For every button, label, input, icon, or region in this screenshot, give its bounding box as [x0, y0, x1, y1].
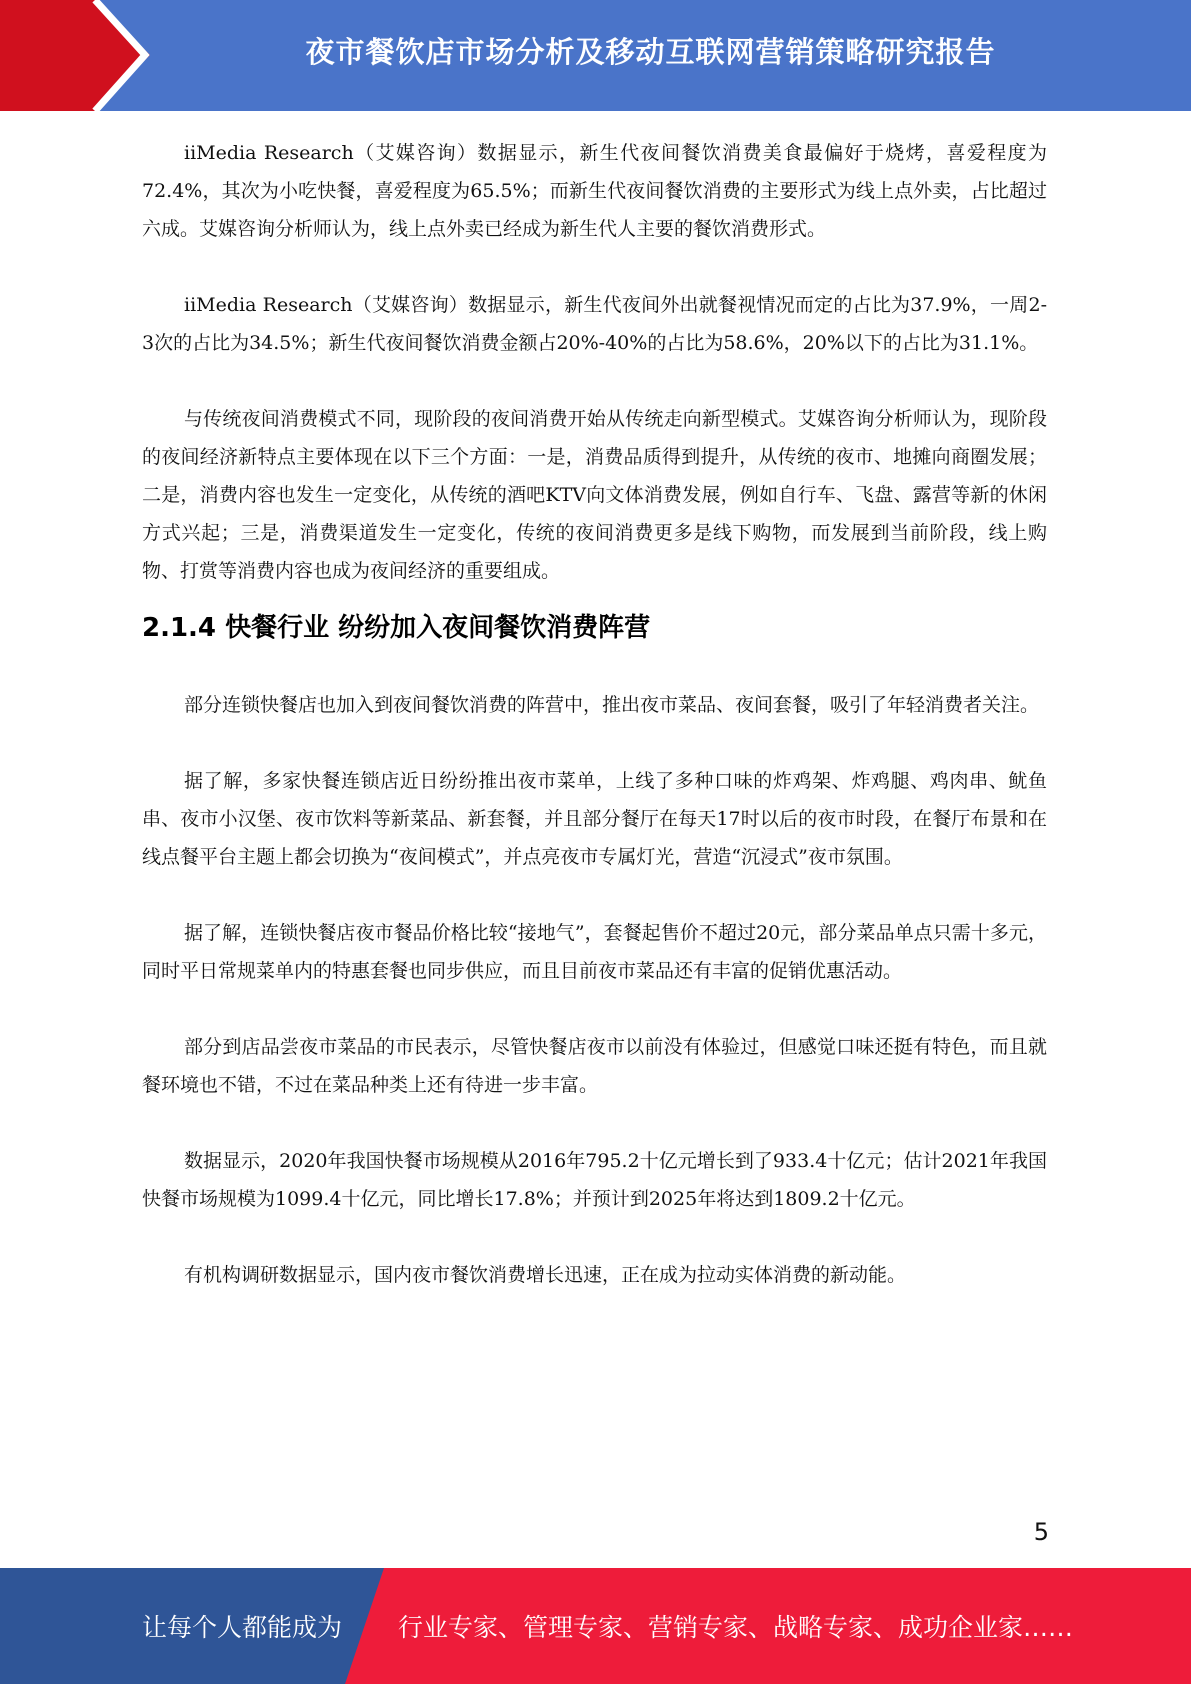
report-title: 夜市餐饮店市场分析及移动互联网营销策略研究报告: [305, 34, 996, 69]
section-heading: 2.1.4 快餐行业 纷纷加入夜间餐饮消费阵营: [142, 613, 651, 643]
page-header: [0, 0, 1191, 111]
paragraph: 据了解，连锁快餐店夜市餐品价格比较“接地气”，套餐起售价不超过20元，部分菜品单点只需十多元，同时平日常规菜单内的特惠套餐也同步供应，而且目前夜市菜品还有丰富的促销优惠活动。: [142, 922, 1047, 982]
paragraph: 有机构调研数据显示，国内夜市餐饮消费增长迅速，正在成为拉动实体消费的新动能。: [184, 1264, 907, 1286]
paragraph: 部分到店品尝夜市菜品的市民表示，尽管快餐店夜市以前没有体验过，但感觉口味还挺有特色，而且就餐环境也不错，不过在菜品种类上还有待进一步丰富。: [142, 1036, 1047, 1096]
paragraph: 数据显示，2020年我国快餐市场规模从2016年795.2十亿元增长到了933.4十亿元；估计2021年我国快餐市场规模为1099.4十亿元，同比增长17.8%；并预计到2025年将达到1809.2十亿元。: [142, 1150, 1047, 1210]
page-content: [142, 134, 1047, 1294]
paragraph: iiMedia Research（艾媒咨询）数据显示，新生代夜间外出就餐视情况而定的占比为37.9%，一周2-3次的占比为34.5%；新生代夜间餐饮消费金额占20%-40%的占比为58.6%，20%以下的占比为31.1%。: [142, 294, 1047, 354]
page-footer: [0, 1568, 1191, 1684]
header-arrow-decoration: [0, 0, 150, 111]
page-number: 5: [1033, 1518, 1049, 1546]
paragraph: 据了解，多家快餐连锁店近日纷纷推出夜市菜单，上线了多种口味的炸鸡架、炸鸡腿、鸡肉串、鱿鱼串、夜市小汉堡、夜市饮料等新菜品、新套餐，并且部分餐厅在每天17时以后的夜市时段，在餐厅布景和在线点餐平台主题上都会切换为“夜间模式”，并点亮夜市专属灯光，营造“沉浸式”夜市氛围。: [142, 770, 1047, 868]
footer-slogan-right: 行业专家、管理专家、营销专家、战略专家、成功企业家……: [398, 1613, 1074, 1642]
paragraph: 部分连锁快餐店也加入到夜间餐饮消费的阵营中，推出夜市菜品、夜间套餐，吸引了年轻消费者关注。: [184, 694, 1040, 716]
footer-slogan-left: 让每个人都能成为: [142, 1613, 343, 1642]
paragraph: iiMedia Research（艾媒咨询）数据显示，新生代夜间餐饮消费美食最偏好于烧烤，喜爱程度为72.4%，其次为小吃快餐，喜爱程度为65.5%；而新生代夜间餐饮消费的主要形式为线上点外卖，占比超过六成。艾媒咨询分析师认为，线上点外卖已经成为新生代人主要的餐饮消费形式。: [142, 142, 1047, 240]
paragraph: 与传统夜间消费模式不同，现阶段的夜间消费开始从传统走向新型模式。艾媒咨询分析师认为，现阶段的夜间经济新特点主要体现在以下三个方面：一是，消费品质得到提升，从传统的夜市、地摊向商圈发展；二是，消费内容也发生一定变化，从传统的酒吧KTV向文体消费发展，例如自行车、飞盘、露营等新的休闲方式兴起；三是，消费渠道发生一定变化，传统的夜间消费更多是线下购物，而发展到当前阶段，线上购物、打赏等消费内容也成为夜间经济的重要组成。: [142, 408, 1047, 582]
